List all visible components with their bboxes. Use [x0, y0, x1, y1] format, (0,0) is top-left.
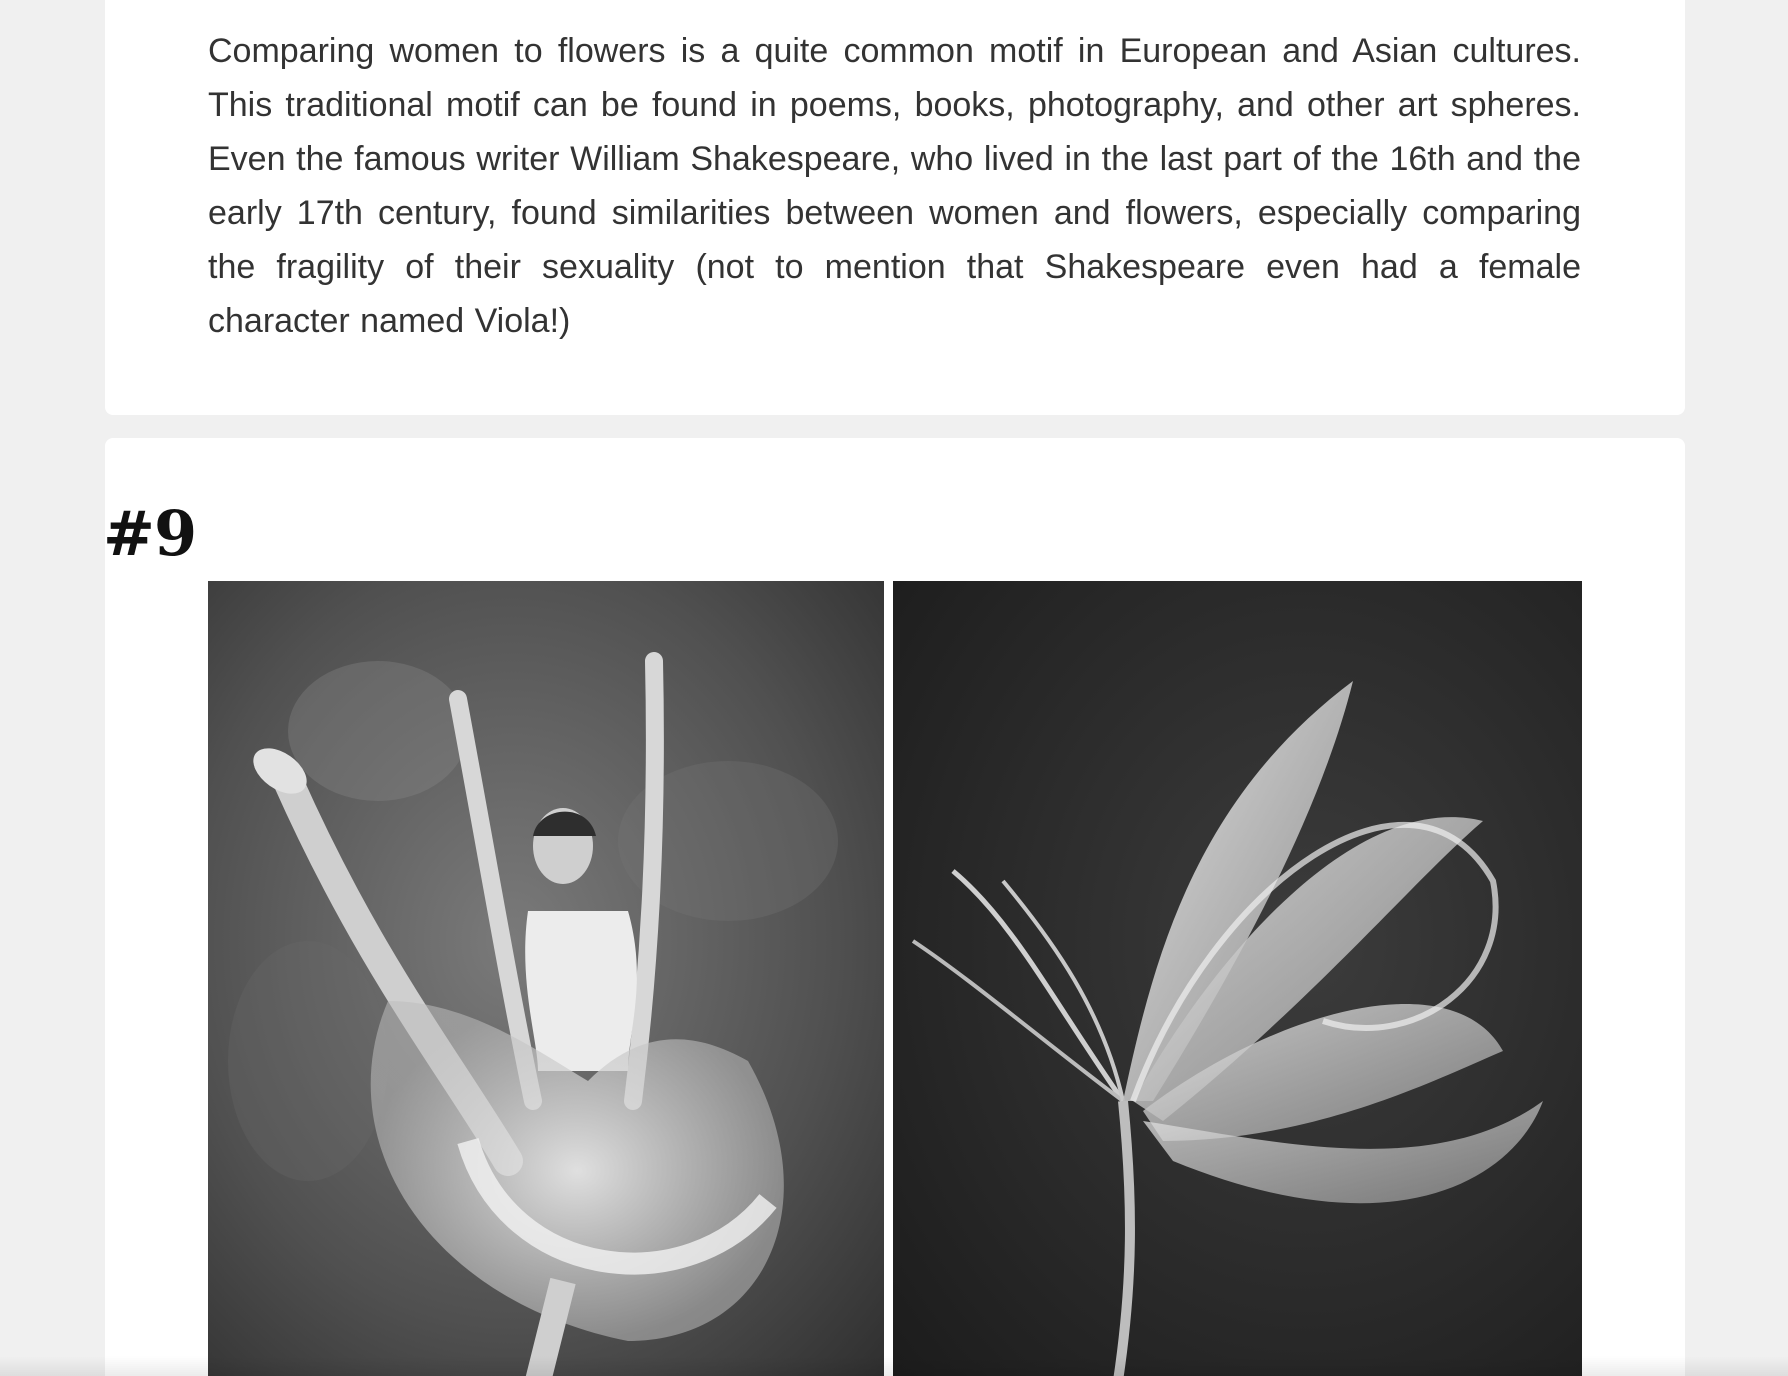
ballerina-image — [208, 581, 884, 1376]
article-text-card — [105, 0, 1685, 415]
lily-flower-photo[interactable] — [893, 581, 1582, 1376]
ballerina-photo[interactable] — [208, 581, 884, 1376]
entry-number-heading: #9 — [103, 497, 197, 570]
article-paragraph: Comparing women to flowers is a quite common motif in European and Asian cultures. This traditional motif can be found in poems, books, photography, and other art spheres. Even the famous writer William Shakespeare, who lived in the last part of the 16th and the early 17th century, found similarities between women and flowers, especially comparing the fragility of their sexuality (not to mention that Shakespeare even had a female character named Viola!) — [208, 32, 1581, 340]
lily-image — [893, 581, 1582, 1376]
